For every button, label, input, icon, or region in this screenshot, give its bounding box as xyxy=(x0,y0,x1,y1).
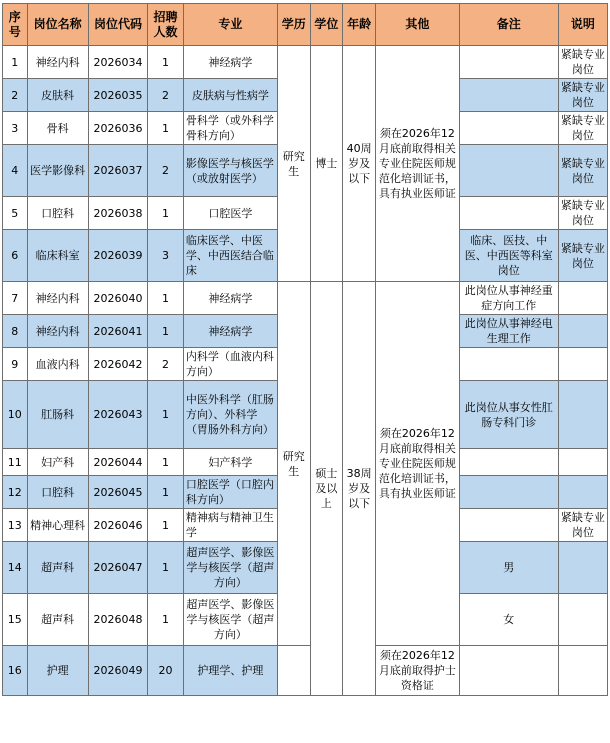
group-a-edu: 研究生 xyxy=(277,46,310,282)
cell-code: 2026048 xyxy=(88,594,147,646)
cell-seq: 8 xyxy=(3,315,28,348)
cell-note: 紧缺专业岗位 xyxy=(558,112,607,145)
cell-major: 临床医学、中医学、中西医结合临床 xyxy=(183,230,277,282)
cell-code: 2026049 xyxy=(88,646,147,696)
cell-major: 妇产科学 xyxy=(183,449,277,476)
cell-note xyxy=(558,381,607,449)
cell-note: 紧缺专业岗位 xyxy=(558,46,607,79)
cell-code: 2026034 xyxy=(88,46,147,79)
cell-seq: 14 xyxy=(3,542,28,594)
cell-note xyxy=(558,282,607,315)
cell-remark: 此岗位从事女性肛肠专科门诊 xyxy=(459,381,558,449)
cell-count: 1 xyxy=(148,542,184,594)
cell-remark xyxy=(459,46,558,79)
cell-seq: 10 xyxy=(3,381,28,449)
cell-note: 紧缺专业岗位 xyxy=(558,145,607,197)
cell-count: 1 xyxy=(148,594,184,646)
cell-name: 血液内科 xyxy=(27,348,88,381)
recruitment-table xyxy=(2,3,608,696)
cell-name: 皮肤科 xyxy=(27,79,88,112)
cell-note xyxy=(558,542,607,594)
header-age: 年龄 xyxy=(343,4,376,46)
cell-major: 中医外科学（肛肠方向）、外科学（胃肠外科方向） xyxy=(183,381,277,449)
cell-note xyxy=(558,449,607,476)
header-code: 岗位代码 xyxy=(88,4,147,46)
header-remark: 备注 xyxy=(459,4,558,46)
table-row xyxy=(3,282,608,315)
header-note: 说明 xyxy=(558,4,607,46)
cell-major: 精神病与精神卫生学 xyxy=(183,509,277,542)
cell-major: 神经病学 xyxy=(183,282,277,315)
cell-note xyxy=(558,646,607,696)
cell-remark xyxy=(459,449,558,476)
cell-seq: 6 xyxy=(3,230,28,282)
cell-count: 1 xyxy=(148,509,184,542)
header-row xyxy=(3,4,608,46)
cell-code: 2026045 xyxy=(88,476,147,509)
cell-count: 1 xyxy=(148,381,184,449)
cell-count: 1 xyxy=(148,282,184,315)
cell-code: 2026041 xyxy=(88,315,147,348)
cell-seq: 13 xyxy=(3,509,28,542)
cell-major: 超声医学、影像医学与核医学（超声方向） xyxy=(183,542,277,594)
cell-seq: 16 xyxy=(3,646,28,696)
group-a-degree: 博士 xyxy=(310,46,343,282)
cell-note: 紧缺专业岗位 xyxy=(558,79,607,112)
header-degree: 学位 xyxy=(310,4,343,46)
cell-count: 1 xyxy=(148,46,184,79)
table-row xyxy=(3,646,608,696)
cell-name: 神经内科 xyxy=(27,46,88,79)
cell-major: 影像医学与核医学（或放射医学） xyxy=(183,145,277,197)
group-b-edu: 研究生 xyxy=(277,282,310,646)
cell-seq: 5 xyxy=(3,197,28,230)
cell-major: 神经病学 xyxy=(183,315,277,348)
cell-name: 护理 xyxy=(27,646,88,696)
cell-count: 1 xyxy=(148,112,184,145)
group-b-edu-nursing xyxy=(277,646,310,696)
header-edu: 学历 xyxy=(277,4,310,46)
group-b-degree: 硕士及以上 xyxy=(310,282,343,696)
cell-note: 紧缺专业岗位 xyxy=(558,230,607,282)
cell-count: 20 xyxy=(148,646,184,696)
cell-name: 骨科 xyxy=(27,112,88,145)
cell-code: 2026046 xyxy=(88,509,147,542)
cell-remark: 此岗位从事神经重症方向工作 xyxy=(459,282,558,315)
cell-count: 3 xyxy=(148,230,184,282)
cell-remark xyxy=(459,476,558,509)
header-major: 专业 xyxy=(183,4,277,46)
cell-note xyxy=(558,315,607,348)
cell-major: 皮肤病与性病学 xyxy=(183,79,277,112)
cell-remark xyxy=(459,145,558,197)
cell-code: 2026039 xyxy=(88,230,147,282)
cell-count: 1 xyxy=(148,315,184,348)
group-a-age: 40周岁及以下 xyxy=(343,46,376,282)
group-a-other: 须在2026年12月底前取得相关专业住院医师规范化培训证书，具有执业医师证 xyxy=(375,46,459,282)
cell-remark xyxy=(459,348,558,381)
cell-count: 2 xyxy=(148,348,184,381)
cell-code: 2026043 xyxy=(88,381,147,449)
cell-seq: 11 xyxy=(3,449,28,476)
group-b-other: 须在2026年12月底前取得相关专业住院医师规范化培训证书，具有执业医师证 xyxy=(375,282,459,646)
cell-seq: 1 xyxy=(3,46,28,79)
cell-note: 紧缺专业岗位 xyxy=(558,197,607,230)
cell-remark xyxy=(459,79,558,112)
cell-seq: 3 xyxy=(3,112,28,145)
cell-count: 2 xyxy=(148,79,184,112)
cell-remark xyxy=(459,509,558,542)
cell-code: 2026038 xyxy=(88,197,147,230)
cell-remark: 此岗位从事神经电生理工作 xyxy=(459,315,558,348)
cell-seq: 9 xyxy=(3,348,28,381)
cell-remark: 男 xyxy=(459,542,558,594)
cell-name: 神经内科 xyxy=(27,282,88,315)
cell-name: 妇产科 xyxy=(27,449,88,476)
cell-name: 临床科室 xyxy=(27,230,88,282)
cell-code: 2026047 xyxy=(88,542,147,594)
table-row xyxy=(3,46,608,79)
cell-remark xyxy=(459,112,558,145)
cell-major: 口腔医学（口腔内科方向） xyxy=(183,476,277,509)
cell-code: 2026044 xyxy=(88,449,147,476)
cell-code: 2026040 xyxy=(88,282,147,315)
header-name: 岗位名称 xyxy=(27,4,88,46)
group-b-age: 38周岁及以下 xyxy=(343,282,376,696)
cell-count: 1 xyxy=(148,449,184,476)
header-seq: 序号 xyxy=(3,4,28,46)
cell-remark xyxy=(459,646,558,696)
cell-name: 口腔科 xyxy=(27,197,88,230)
header-count: 招聘人数 xyxy=(148,4,184,46)
group-b-other-nursing: 须在2026年12月底前取得护士资格证 xyxy=(375,646,459,696)
cell-note xyxy=(558,476,607,509)
cell-major: 护理学、护理 xyxy=(183,646,277,696)
cell-count: 2 xyxy=(148,145,184,197)
cell-seq: 7 xyxy=(3,282,28,315)
header-other: 其他 xyxy=(375,4,459,46)
cell-major: 内科学（血液内科方向） xyxy=(183,348,277,381)
cell-name: 口腔科 xyxy=(27,476,88,509)
cell-note: 紧缺专业岗位 xyxy=(558,509,607,542)
cell-count: 1 xyxy=(148,197,184,230)
cell-seq: 4 xyxy=(3,145,28,197)
cell-note xyxy=(558,594,607,646)
cell-name: 精神心理科 xyxy=(27,509,88,542)
cell-remark: 女 xyxy=(459,594,558,646)
cell-major: 神经病学 xyxy=(183,46,277,79)
cell-name: 神经内科 xyxy=(27,315,88,348)
cell-seq: 15 xyxy=(3,594,28,646)
cell-name: 肛肠科 xyxy=(27,381,88,449)
cell-seq: 2 xyxy=(3,79,28,112)
cell-code: 2026037 xyxy=(88,145,147,197)
cell-name: 超声科 xyxy=(27,542,88,594)
cell-code: 2026042 xyxy=(88,348,147,381)
cell-remark: 临床、医技、中医、中西医等科室岗位 xyxy=(459,230,558,282)
cell-major: 超声医学、影像医学与核医学（超声方向） xyxy=(183,594,277,646)
cell-count: 1 xyxy=(148,476,184,509)
cell-major: 骨科学（或外科学骨科方向） xyxy=(183,112,277,145)
cell-name: 医学影像科 xyxy=(27,145,88,197)
cell-remark xyxy=(459,197,558,230)
cell-name: 超声科 xyxy=(27,594,88,646)
cell-major: 口腔医学 xyxy=(183,197,277,230)
cell-code: 2026035 xyxy=(88,79,147,112)
cell-code: 2026036 xyxy=(88,112,147,145)
cell-note xyxy=(558,348,607,381)
cell-seq: 12 xyxy=(3,476,28,509)
